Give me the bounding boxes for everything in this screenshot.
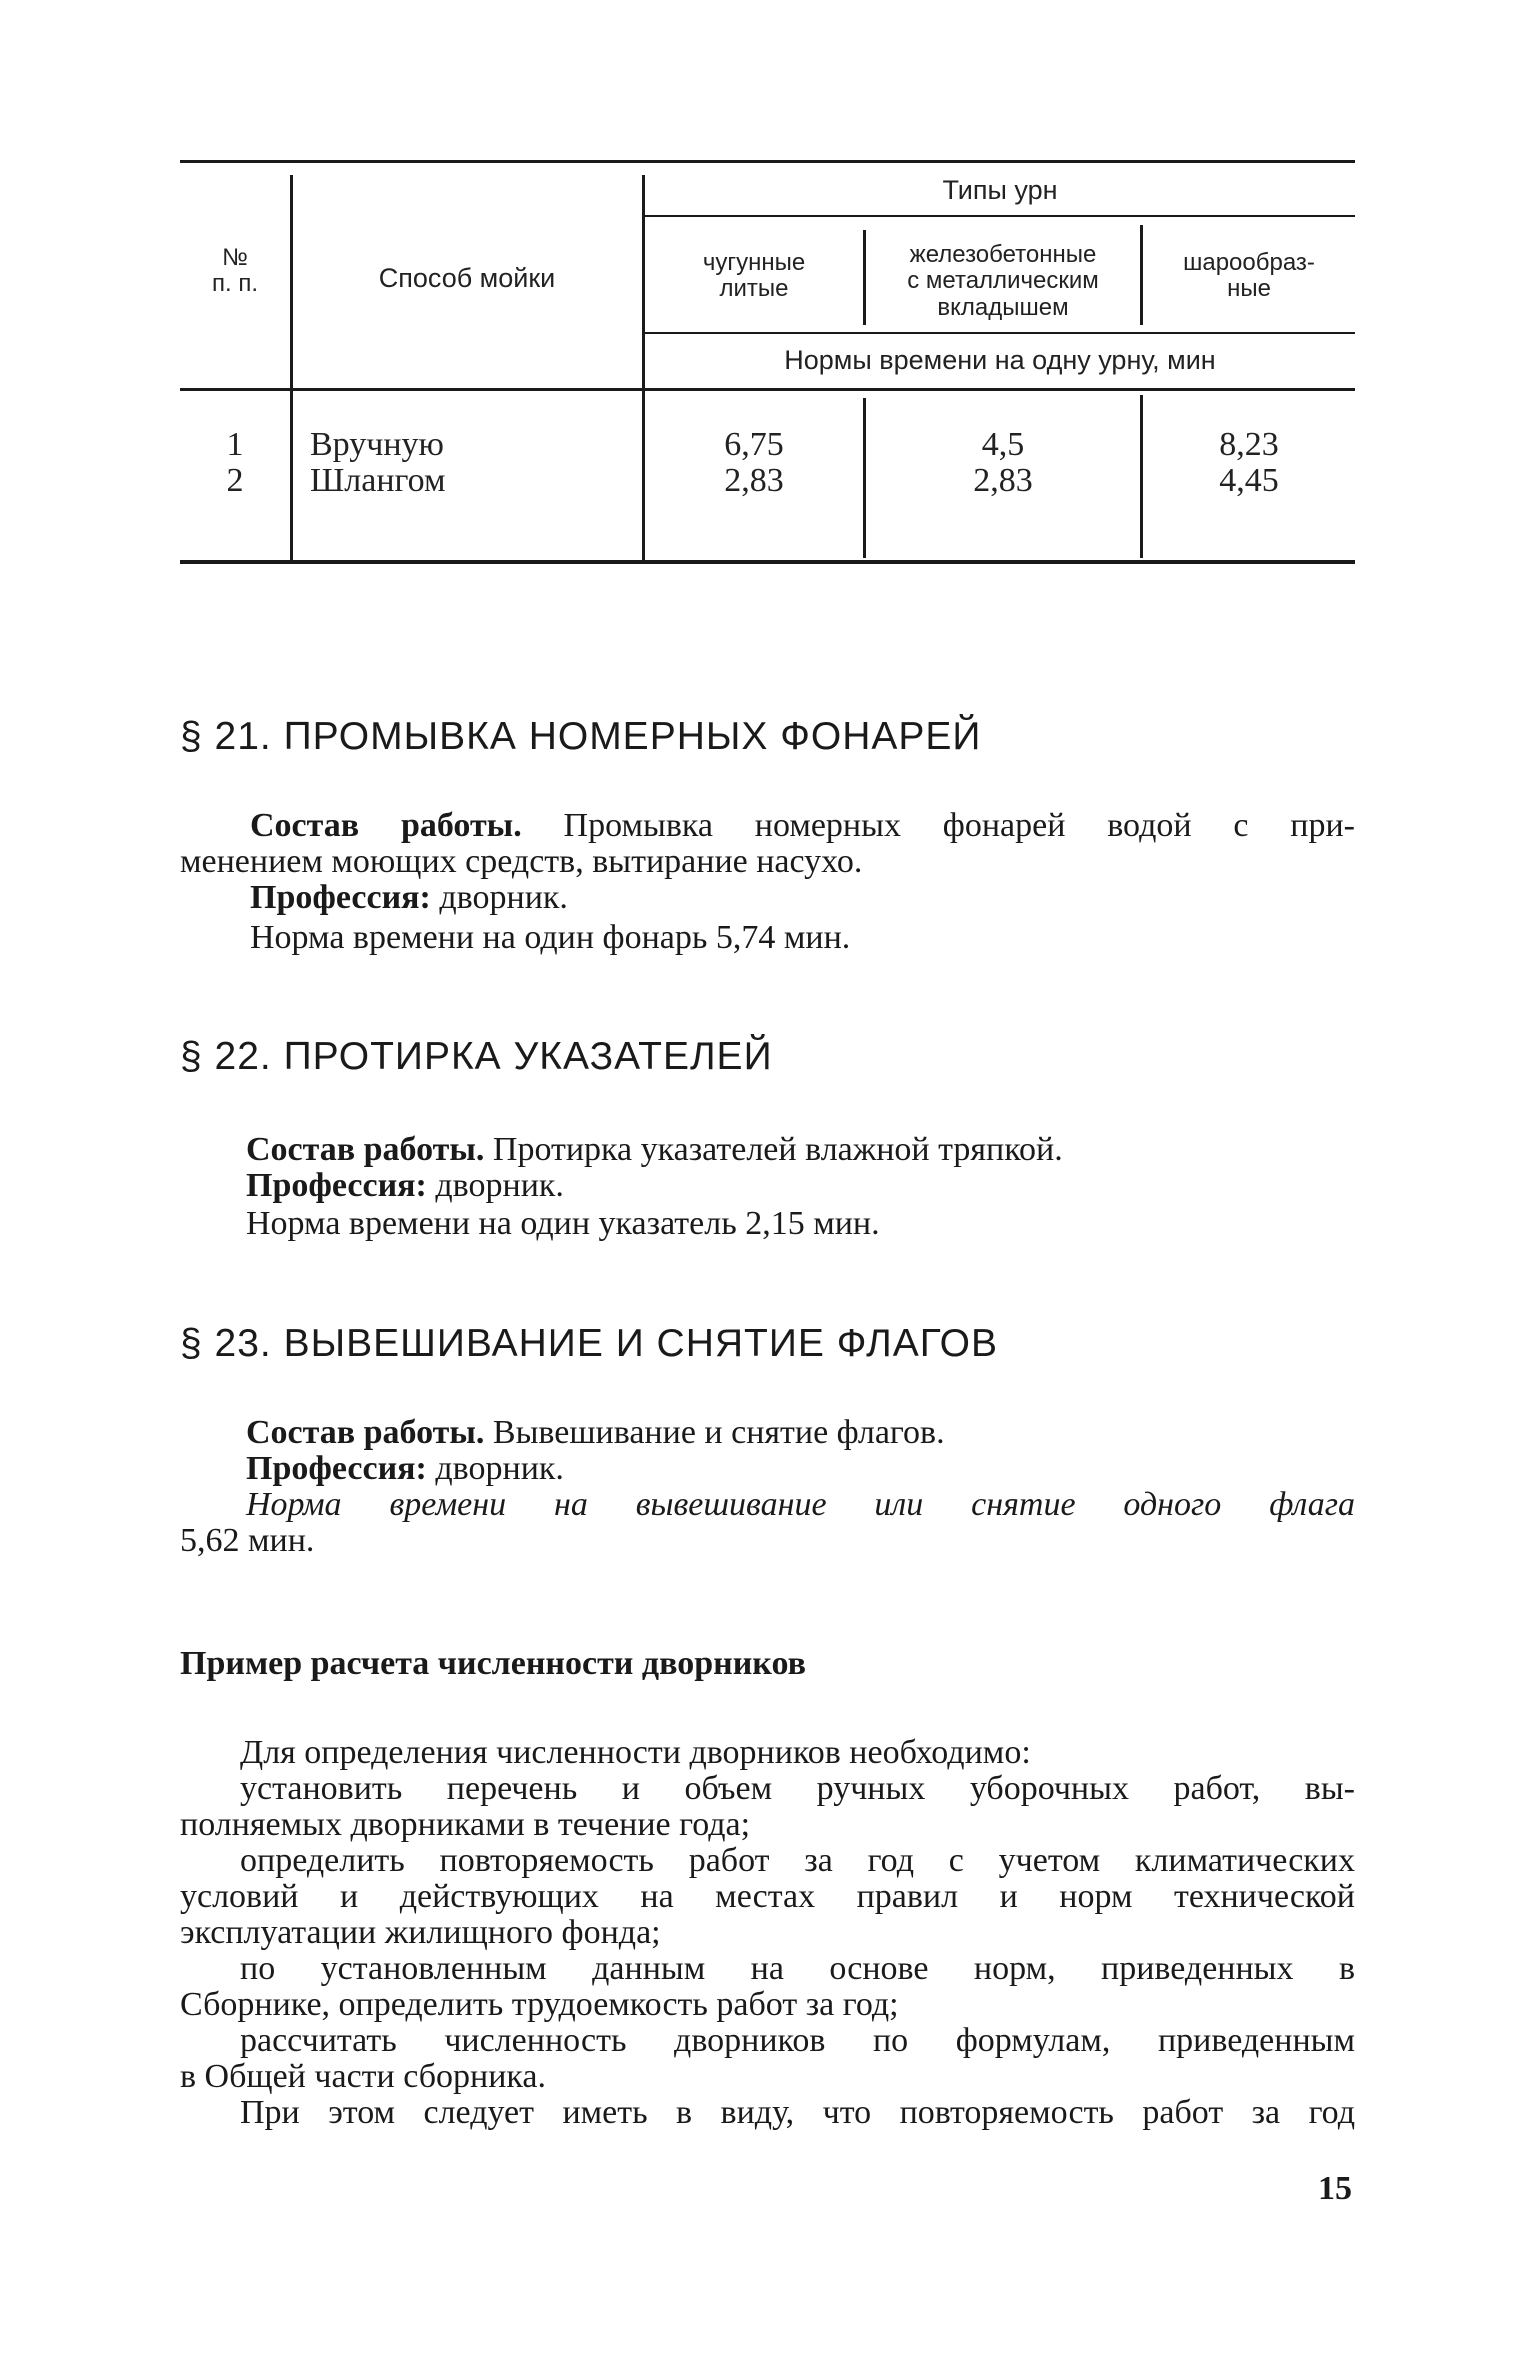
header-number — [180, 245, 290, 298]
section-21-work-cont: менением моющих средств, вытирание насухо. — [180, 843, 863, 880]
row-2-method: Шлангом — [310, 462, 446, 499]
header-cast-iron-l1: чугунные — [702, 249, 806, 276]
page-number: 15 — [1318, 2170, 1352, 2207]
section-21-title: § 21. ПРОМЫВКА НОМЕРНЫХ ФОНАРЕЙ — [180, 715, 982, 758]
table-norms-rule — [645, 332, 1355, 334]
section-23-norm: Норма времени на вывешивание или снятие одного флага — [246, 1486, 1355, 1523]
row-2-spherical: 4,45 — [1219, 462, 1279, 499]
header-spherical — [1143, 250, 1355, 303]
section-23-work-text: Вывешивание и снятие флагов. — [492, 1414, 945, 1451]
section-22-profession-label: Профессия: — [246, 1167, 427, 1204]
example-line-8: Сборнике, определить трудоемкость работ за год; — [180, 1986, 899, 2023]
section-23-title: § 23. ВЫВЕШИВАНИЕ И СНЯТИЕ ФЛАГОВ — [180, 1322, 998, 1365]
section-21-profession-value: дворник. — [439, 879, 568, 916]
example-body — [180, 1735, 1355, 2135]
section-21-norm: Норма времени на один фонарь 5,74 мин. — [250, 919, 851, 956]
table-col-number — [180, 427, 290, 499]
example-line-5: условий и действующих на местах правил и норм технической — [180, 1878, 1355, 1915]
section-23-work-label: Состав работы. — [246, 1414, 485, 1451]
section-21-profession-label: Профессия: — [250, 879, 431, 916]
row-2-num: 2 — [226, 462, 244, 499]
row-1-method: Вручную — [310, 426, 444, 463]
section-22-profession — [246, 1168, 564, 1204]
example-line-6: эксплуатации жилищного фонда; — [180, 1914, 661, 1951]
table-col-cast-iron — [645, 427, 863, 499]
section-22-profession-value: дворник. — [435, 1167, 564, 1204]
header-method: Способ мойки — [378, 263, 556, 293]
header-concrete — [866, 242, 1140, 321]
table-top-rule — [180, 160, 1355, 163]
section-22-norm: Норма времени на один указатель 2,15 мин. — [246, 1205, 880, 1242]
header-urn-types: Типы урн — [942, 175, 1058, 205]
section-23-profession-value: дворник. — [435, 1450, 564, 1487]
header-concrete-l3: вкладышем — [937, 293, 1069, 321]
header-number-abbr: п. п. — [212, 270, 258, 298]
section-22-title: § 22. ПРОТИРКА УКАЗАТЕЛЕЙ — [180, 1035, 773, 1078]
section-22-work — [246, 1132, 1063, 1168]
header-spherical-l2: ные — [1227, 275, 1271, 303]
table-group-rule — [645, 215, 1355, 217]
table-col-concrete — [866, 427, 1140, 499]
example-line-7: по установленным данным на основе норм, приведенных в — [240, 1950, 1355, 1987]
header-cast-iron — [645, 250, 863, 303]
section-23-work — [246, 1415, 945, 1451]
section-23-norm-cont: 5,62 мин. — [180, 1522, 315, 1559]
table-col-method — [310, 427, 640, 499]
header-concrete-l1: железобетонные — [909, 241, 1097, 268]
example-line-1: Для определения численности дворников необходимо: — [240, 1734, 1031, 1771]
table-col-spherical — [1143, 427, 1355, 499]
row-1-concrete: 4,5 — [981, 426, 1025, 463]
example-line-10: в Общей части сборника. — [180, 2058, 546, 2095]
section-21-work-text: Промывка номерных фонарей водой с при- — [563, 807, 1356, 844]
example-line-4: определить повторяемость работ за год с учетом климатических — [240, 1842, 1355, 1879]
row-1-cast-iron: 6,75 — [724, 426, 784, 463]
section-23-profession-label: Профессия: — [246, 1450, 427, 1487]
header-norms: Нормы времени на одну урну, мин — [784, 345, 1216, 375]
header-number-sign: № — [222, 244, 248, 271]
row-2-concrete: 2,83 — [973, 462, 1033, 499]
section-21-work — [250, 808, 1355, 844]
example-line-9: рассчитать численность дворников по формулам, приведенным — [240, 2022, 1355, 2059]
example-heading: Пример расчета численности дворников — [180, 1645, 806, 1682]
section-21-work-label: Состав работы. — [250, 807, 522, 844]
table-header-rule — [180, 388, 1355, 391]
table-col-sep-1 — [290, 175, 293, 560]
row-2-cast-iron: 2,83 — [724, 462, 784, 499]
row-1-spherical: 8,23 — [1219, 426, 1279, 463]
header-concrete-l2: с металлическим — [907, 267, 1099, 295]
table-bottom-rule — [180, 560, 1355, 564]
section-21-profession — [250, 880, 568, 916]
example-line-3: полняемых дворниками в течение года; — [180, 1806, 751, 1843]
section-22-work-label: Состав работы. — [246, 1131, 485, 1168]
row-1-num: 1 — [226, 426, 244, 463]
urn-washing-table — [180, 160, 1355, 565]
section-22-work-text: Протирка указателей влажной тряпкой. — [492, 1131, 1063, 1168]
example-line-2: установить перечень и объем ручных уборочных работ, вы- — [240, 1770, 1355, 1807]
header-spherical-l1: шарообраз- — [1183, 249, 1315, 276]
header-cast-iron-l2: литые — [719, 275, 789, 303]
section-23-profession — [246, 1451, 564, 1487]
example-line-11: При этом следует иметь в виду, что повторяемость работ за год — [240, 2094, 1355, 2131]
